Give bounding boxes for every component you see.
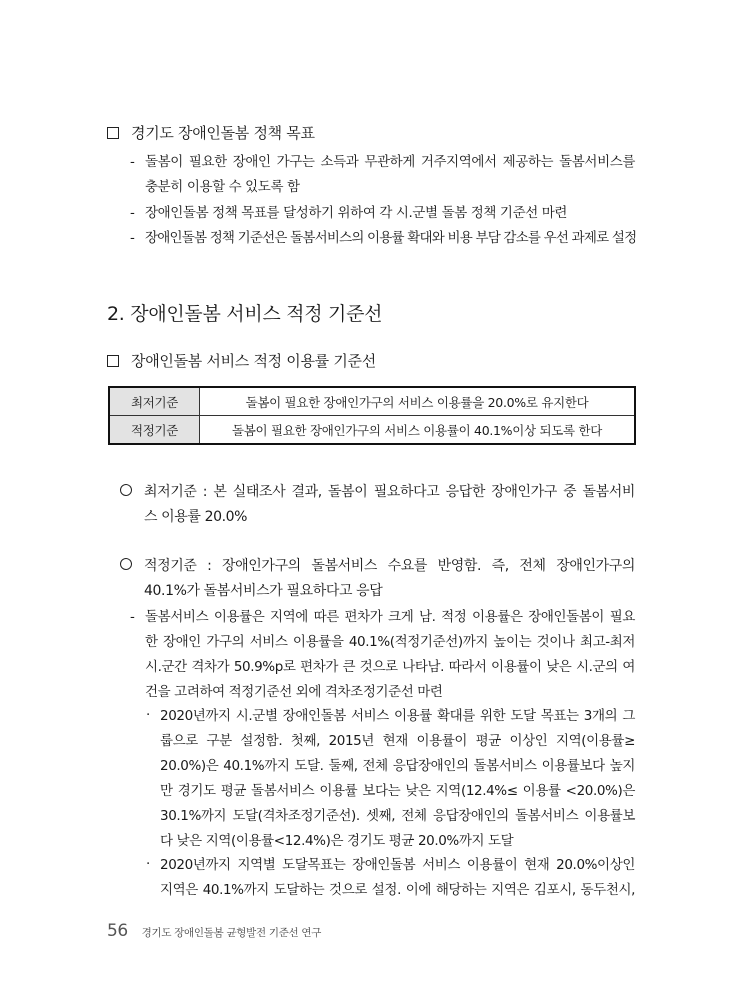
table-cell: 돌봄이 필요한 장애인가구의 서비스 이용률이 40.1%이상 되도록 한다 (200, 416, 636, 445)
table-header-cell: 적정기준 (109, 416, 200, 445)
goal-item-1-line-1: 돌봄이 필요한 장애인 가구는 소득과 무관하게 거주지역에서 제공하는 돌봄서비스를 (145, 154, 635, 170)
square-bullet-icon (107, 127, 119, 139)
dot1-line: 룹으로 구분 설정함. 첫째, 2015년 현재 이용률이 평균 이상인 지역(이용률≥ (160, 733, 635, 749)
table-header-cell: 최저기준 (109, 387, 200, 416)
dot1-line: 2020년까지 시.군별 장애인돌봄 서비스 이용률 확대를 위한 도달 목표는 3개의 그 (160, 708, 635, 724)
dot1-line: 30.1%까지 도달(격차조정기준선). 셋째, 전체 응답장애인의 돌봄서비스 이용률보 (160, 808, 635, 824)
dash-para-line: 건을 고려하여 적정기준선 외에 격차조정기준선 마련 (145, 684, 443, 700)
dot1-line: 다 낮은 지역(이용률<12.4%)은 경기도 평균 20.0%까지 도달 (160, 833, 514, 849)
policy-goal-heading: 경기도 장애인돌봄 정책 목표 (107, 122, 315, 144)
table-row (109, 416, 635, 445)
square-bullet-icon (107, 355, 119, 367)
dash-para-line: 시.군간 격차가 50.9%p로 편차가 큰 것으로 나타남. 따라서 이용률이 낮은 시.군의 여 (145, 659, 635, 675)
dot2-line: 지역은 40.1%까지 도달하는 것으로 설정. 이에 해당하는 지역은 김포시, 동두천시, (160, 882, 635, 898)
goal-item-3: 장애인돌봄 정책 기준선은 돌봄서비스의 이용률 확대와 비용 부담 감소를 우선 과제로 설정 (145, 230, 637, 246)
dash-bullet: - (130, 230, 135, 246)
adq-std-line-1: 적정기준 : 장애인가구의 돌봄서비스 수요를 반영함. 즉, 전체 장애인가구의 (144, 558, 635, 574)
adq-std-line-2: 40.1%가 돌봄서비스가 필요하다고 응답 (144, 583, 383, 599)
dash-para-line: 돌봄서비스 이용률은 지역에 따른 편차가 크게 남. 적정 이용률은 장애인돌봄이 필요 (145, 609, 635, 625)
section-title: 2. 장애인돌봄 서비스 적정 기준선 (107, 303, 383, 325)
dash-bullet: - (130, 154, 135, 170)
page-footer (107, 921, 321, 941)
goal-item-1-line-2: 충분히 이용할 수 있도록 함 (145, 179, 300, 195)
table-cell: 돌봄이 필요한 장애인가구의 서비스 이용률을 20.0%로 유지한다 (200, 387, 636, 416)
sub-heading: 장애인돌봄 서비스 적정 이용률 기준선 (107, 350, 376, 372)
table-row (109, 387, 635, 416)
page-number: 56 (107, 921, 128, 941)
dash-bullet: - (130, 609, 135, 625)
dot1-line: 20.0%)은 40.1%까지 도달. 둘째, 전체 응답장애인의 돌봄서비스 이용률보다 높지 (160, 758, 635, 774)
dot1-line: 만 경기도 평균 돌봄서비스 이용률 보다는 낮은 지역(12.4%≤ 이용률 <20.0%)은 (160, 783, 635, 799)
dot-bullet: · (146, 856, 151, 872)
footer-title: 경기도 장애인돌봄 균형발전 기준선 연구 (141, 927, 322, 939)
dot-bullet: · (146, 707, 151, 723)
goal-item-2: 장애인돌봄 정책 목표를 달성하기 위하여 각 시.군별 돌봄 정책 기준선 마련 (145, 205, 568, 221)
dash-para-line: 한 장애인 가구의 서비스 이용률을 40.1%(적정기준선)까지 높이는 것이나 최고-최저 (145, 634, 635, 650)
standards-table (108, 386, 636, 445)
min-std-line-1: 최저기준 : 본 실태조사 결과, 돌봄이 필요하다고 응답한 장애인가구 중 돌봄서비 (144, 484, 635, 500)
circle-bullet-icon (120, 555, 132, 577)
min-std-line-2: 스 이용률 20.0% (144, 509, 248, 525)
dot2-line: 2020년까지 지역별 도달목표는 장애인돌봄 서비스 이용률이 현재 20.0%이상인 (160, 857, 635, 873)
dash-bullet: - (130, 205, 135, 221)
circle-bullet-icon (120, 481, 132, 503)
